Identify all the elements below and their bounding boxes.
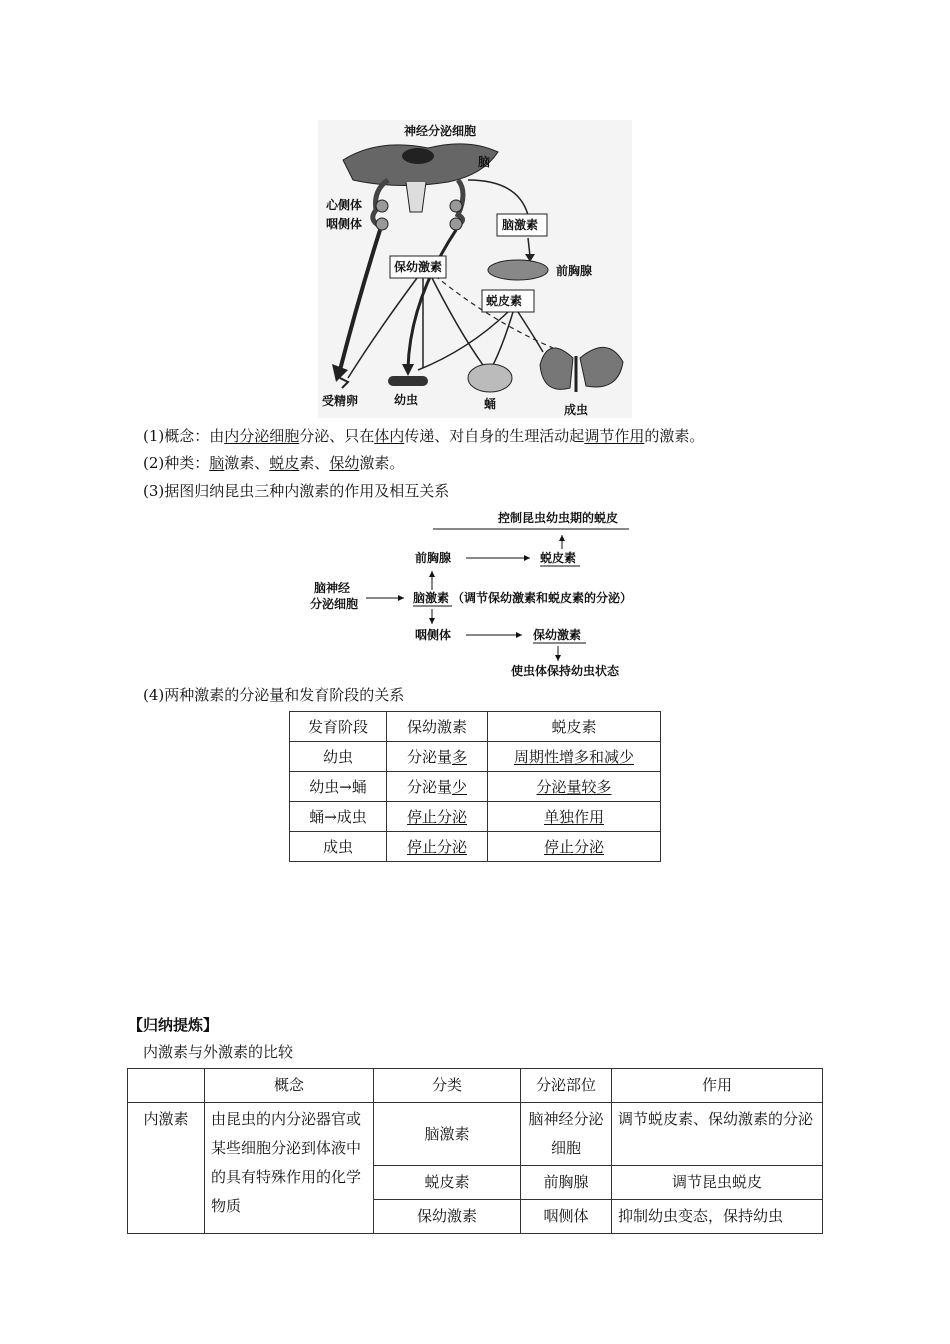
cell-ecdysone-blank: 周期性增多和减少 bbox=[513, 748, 634, 766]
item-relations: (3)据图归纳昆虫三种内激素的作用及相互关系 bbox=[143, 482, 450, 500]
table-row bbox=[290, 772, 661, 802]
header-blank bbox=[128, 1069, 205, 1103]
larva-illustration bbox=[388, 376, 428, 386]
concept-blank-3: 调节作用 bbox=[584, 427, 645, 445]
item-secretion-table-title: (4)两种激素的分泌量和发育阶段的关系 bbox=[143, 686, 405, 704]
cell-type: 脑激素 bbox=[374, 1103, 521, 1166]
cell-effect: 调节蜕皮素、保幼激素的分泌 bbox=[612, 1103, 823, 1166]
cell-effect: 抑制幼虫变态，保持幼虫 bbox=[612, 1200, 823, 1234]
concept-blank-1: 内分泌细胞 bbox=[224, 427, 300, 445]
cell-juvenile-prefix: 分泌量 bbox=[406, 778, 452, 796]
concept-prefix: (1)概念：由 bbox=[143, 427, 225, 445]
cell-type: 蜕皮素 bbox=[374, 1166, 521, 1200]
cell-ecdysone-blank: 停止分泌 bbox=[543, 838, 604, 856]
cell-ecdysone-blank: 分泌量较多 bbox=[536, 778, 612, 796]
secretion-stage-table bbox=[289, 711, 661, 862]
table-row bbox=[290, 802, 661, 832]
header-site: 分泌部位 bbox=[521, 1069, 612, 1103]
types-prefix: (2)种类： bbox=[143, 454, 210, 472]
flow-bottom: 使虫体保持幼虫状态 bbox=[511, 664, 620, 678]
label-neurosecretory-cells: 神经分泌细胞 bbox=[404, 124, 477, 138]
cell-ecdysone bbox=[488, 772, 661, 802]
cell-type: 保幼激素 bbox=[374, 1200, 521, 1234]
label-juvenile-hormone: 保幼激素 bbox=[394, 260, 443, 274]
pupa-illustration bbox=[468, 364, 512, 392]
cell-ecdysone bbox=[488, 832, 661, 862]
flow-brain-neuro-1: 脑神经 bbox=[314, 581, 351, 595]
row-label-endocrine: 内激素 bbox=[128, 1103, 205, 1234]
summary-subtitle: 内激素与外激素的比较 bbox=[143, 1043, 294, 1061]
insect-hormone-figure bbox=[318, 120, 632, 418]
label-larva: 幼虫 bbox=[394, 393, 419, 407]
flow-juvenile: 保幼激素 bbox=[533, 628, 582, 642]
cell-stage: 蛹→成虫 bbox=[290, 802, 387, 832]
flow-brain-hormone-note: （调节保幼激素和蜕皮素的分泌） bbox=[452, 591, 633, 605]
header-type: 分类 bbox=[374, 1069, 521, 1103]
cell-site: 咽侧体 bbox=[521, 1200, 612, 1234]
types-blank-3: 保幼 bbox=[329, 454, 360, 472]
concept-suffix: 的激素。 bbox=[644, 427, 705, 445]
cell-stage: 成虫 bbox=[290, 832, 387, 862]
summary-title: 【归纳提炼】 bbox=[128, 1016, 219, 1034]
header-stage: 发育阶段 bbox=[290, 712, 387, 742]
flow-ecdysone: 蜕皮素 bbox=[540, 551, 577, 565]
header-effect: 作用 bbox=[612, 1069, 823, 1103]
cell-site: 脑神经分泌细胞 bbox=[521, 1103, 612, 1166]
hormone-flow-diagram bbox=[300, 505, 660, 685]
concept-blank-2: 体内 bbox=[374, 427, 405, 445]
label-corpora-allata: 咽侧体 bbox=[326, 217, 363, 231]
cell-stage: 幼虫 bbox=[290, 742, 387, 772]
hormone-comparison-table bbox=[127, 1068, 823, 1234]
types-mid-2: 素、 bbox=[299, 454, 330, 472]
cell-ecdysone bbox=[488, 742, 661, 772]
cell-juvenile-blank: 多 bbox=[452, 748, 468, 766]
neurosecretory-cells bbox=[402, 148, 434, 164]
table-row bbox=[290, 742, 661, 772]
table-row bbox=[128, 1103, 823, 1166]
prothoracic-gland-illustration bbox=[488, 260, 548, 280]
types-mid-1: 激素、 bbox=[224, 454, 270, 472]
label-brain-hormone: 脑激素 bbox=[502, 218, 539, 232]
cell-juvenile bbox=[387, 832, 488, 862]
cell-site: 前胸腺 bbox=[521, 1166, 612, 1200]
types-blank-2: 蜕皮 bbox=[269, 454, 300, 472]
cell-juvenile bbox=[387, 742, 488, 772]
label-ecdysone: 蜕皮素 bbox=[486, 294, 523, 308]
flow-allata: 咽侧体 bbox=[415, 628, 452, 642]
label-pupa: 蛹 bbox=[484, 397, 497, 411]
flow-brain-hormone: 脑激素 bbox=[413, 591, 450, 605]
item-concept bbox=[143, 425, 704, 446]
table-header-row bbox=[290, 712, 661, 742]
table-header-row bbox=[128, 1069, 823, 1103]
label-prothoracic-gland: 前胸腺 bbox=[556, 264, 593, 278]
concept-mid-2: 传递、对自身的生理活动起 bbox=[404, 427, 585, 445]
label-corpora-cardiaca: 心侧体 bbox=[326, 198, 363, 212]
cell-juvenile-blank: 少 bbox=[452, 778, 468, 796]
cell-juvenile-blank: 停止分泌 bbox=[406, 838, 467, 856]
flow-prothoracic: 前胸腺 bbox=[415, 551, 452, 565]
cell-concept: 由昆虫的内分泌器官或某些细胞分泌到体液中的具有特殊作用的化学物质 bbox=[205, 1103, 374, 1234]
label-adult: 成虫 bbox=[564, 403, 589, 417]
types-blank-1: 脑 bbox=[209, 454, 225, 472]
item-types bbox=[143, 452, 404, 473]
cell-juvenile bbox=[387, 772, 488, 802]
cell-juvenile bbox=[387, 802, 488, 832]
cell-stage: 幼虫→蛹 bbox=[290, 772, 387, 802]
concept-mid-1: 分泌、只在 bbox=[299, 427, 375, 445]
cell-ecdysone bbox=[488, 802, 661, 832]
header-ecdysone: 蜕皮素 bbox=[488, 712, 661, 742]
table-row bbox=[290, 832, 661, 862]
header-juvenile: 保幼激素 bbox=[387, 712, 488, 742]
cell-ecdysone-blank: 单独作用 bbox=[543, 808, 604, 826]
cell-juvenile-prefix: 分泌量 bbox=[406, 748, 452, 766]
flow-top: 控制昆虫幼虫期的蜕皮 bbox=[498, 511, 619, 525]
header-concept: 概念 bbox=[205, 1069, 374, 1103]
cell-juvenile-blank: 停止分泌 bbox=[406, 808, 467, 826]
types-suffix: 激素。 bbox=[359, 454, 405, 472]
label-brain: 脑 bbox=[478, 155, 491, 169]
cell-effect: 调节昆虫蜕皮 bbox=[612, 1166, 823, 1200]
label-egg: 受精卵 bbox=[322, 394, 359, 408]
flow-brain-neuro-2: 分泌细胞 bbox=[310, 597, 359, 611]
